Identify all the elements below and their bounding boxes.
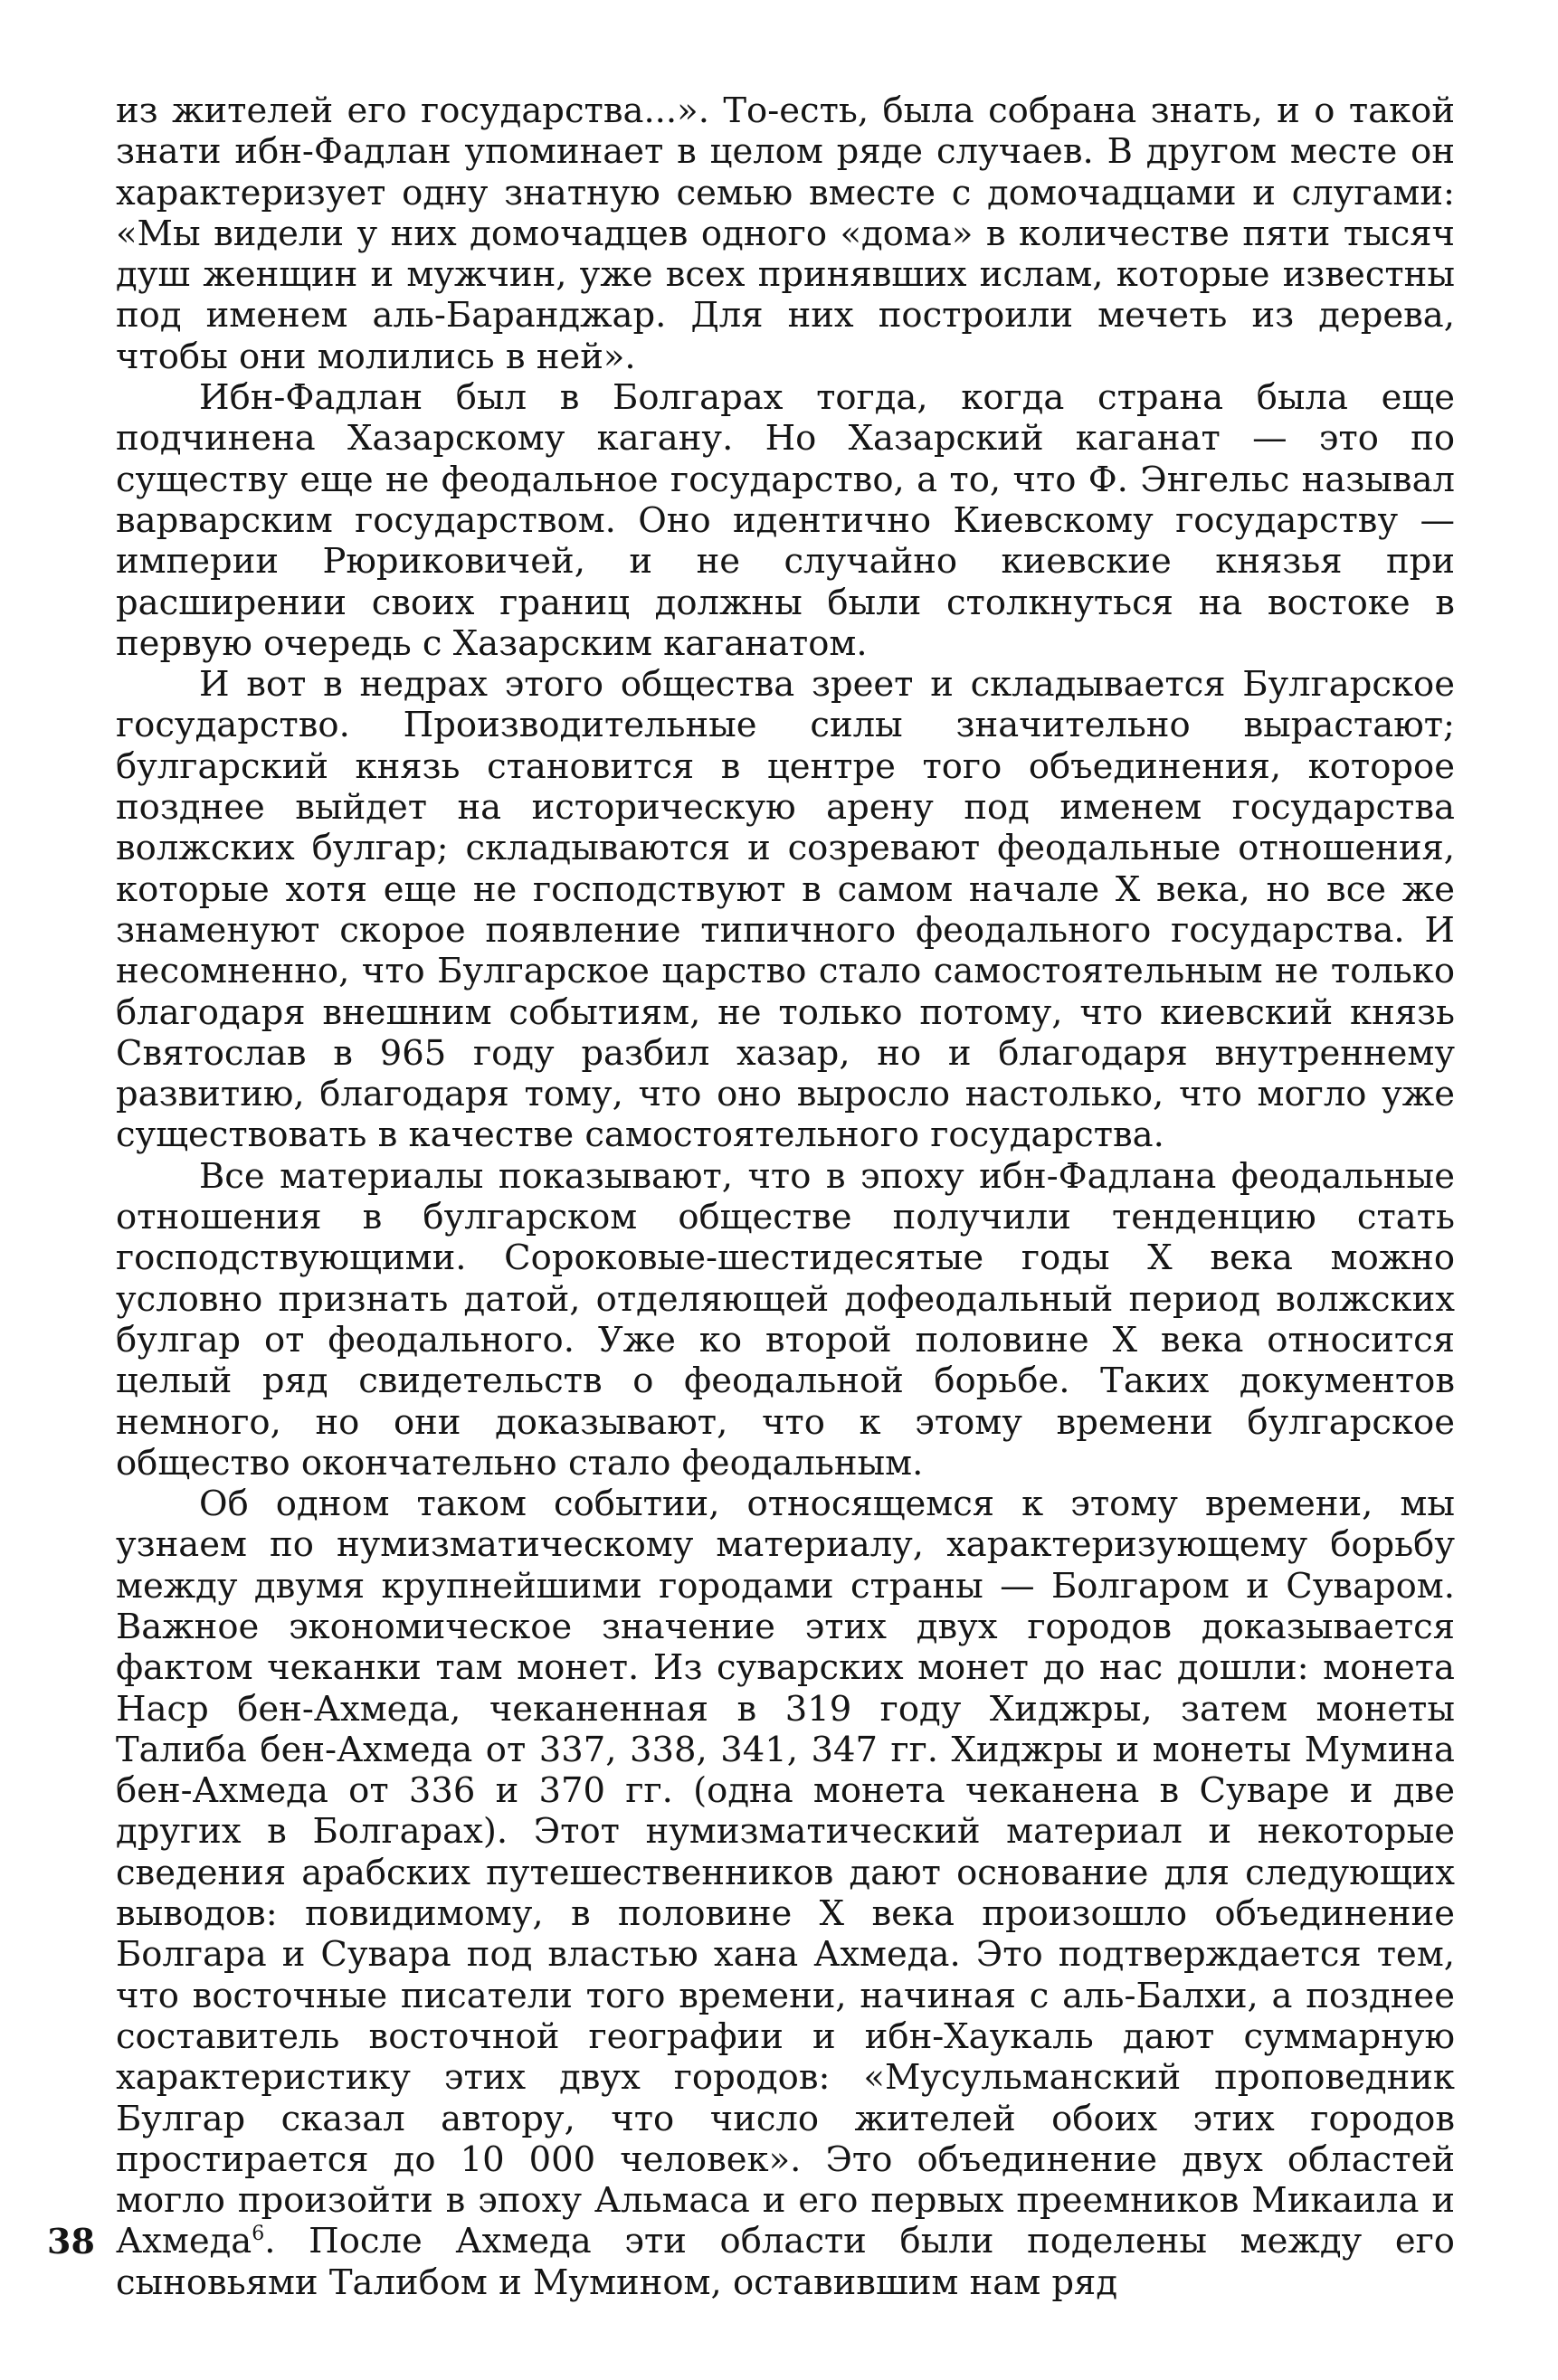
paragraph-1: из жителей его государства...». То-есть, была собрана знать, и о такой знати ибн-Фадлан упоминает в целом ряде случаев. В другом месте он характеризует одну знатную семью вместе с домочадцами и слугами: «Мы видели у них домочадцев одного «дома» в количестве пяти тысяч душ женщин и мужчин, уже всех принявших ислам, которые известны под именем аль-Баранджар. Для них построили мечеть из дерева, чтобы они молились в ней».: [116, 90, 1455, 377]
paragraph-5-text: Об одном таком событии, относящемся к этому времени, мы узнаем по нумизматическому материалу, характеризующему борьбу между двумя крупнейшими городами страны — Болгаром и Суваром. Важное экономическое значение этих двух городов доказывается фактом чеканки там монет. Из суварских монет до нас дошли: монета Наср бен-Ахмеда, чеканенная в 319 году Хиджры, затем монеты Талиба бен-Ахмеда от 337, 338, 341, 347 гг. Хиджры и монеты Мумина бен-Ахмеда от 336 и 370 гг. (одна монета чеканена в Суваре и две других в Болгарах). Этот нумизматический материал и некоторые сведения арабских путешественников дают основание для следующих выводов: повидимому, в половине X века произошло объединение Болгара и Сувара под властью хана Ахмеда. Это подтверждается тем, что восточные писатели того времени, начиная с аль-Балхи, а позднее составитель восточной географии и ибн-Хаукаль дают суммарную характеристику этих двух городов: «Мусульманский проповедник Булгар сказал автору, что число жителей обоих этих городов простирается до 10 000 человек». Это объединение двух областей могло произойти в эпоху Альмаса и его первых преемников Микаила и Ахмеда: [116, 1484, 1455, 2262]
page-number: 38: [47, 2221, 95, 2261]
paragraph-4: Все материалы показывают, что в эпоху ибн-Фадлана феодальные отношения в булгарском обществе получили тенденцию стать господствующими. Сороковые-шестидесятые годы X века можно условно признать датой, отделяющей дофеодальный период волжских булгар от феодального. Уже ко второй половине X века относится целый ряд свидетельств о феодальной борьбе. Таких документов немного, но они доказывают, что к этому времени булгарское общество окончательно стало феодальным.: [116, 1155, 1455, 1484]
paragraph-5-continuation: . После Ахмеда эти области были поделены между его сыновьями Талибом и Мумином, оставившим нам ряд: [116, 2221, 1455, 2303]
page-body: [116, 90, 1455, 2303]
paragraph-3: И вот в недрах этого общества зреет и складывается Булгарское государство. Производительные силы значительно вырастают; булгарский князь становится в центре того объединения, которое позднее выйдет на историческую арену под именем государства волжских булгар; складываются и созревают феодальные отношения, которые хотя еще не господствуют в самом начале X века, но все же знаменуют скорое появление типичного феодального государства. И несомненно, что Булгарское царство стало самостоятельным не только благодаря внешним событиям, не только потому, что киевский князь Святослав в 965 году разбил хазар, но и благодаря внутреннему развитию, благодаря тому, что оно выросло настолько, что могло уже существовать в качестве самостоятельного государства.: [116, 664, 1455, 1156]
paragraph-2: Ибн-Фадлан был в Болгарах тогда, когда страна была еще подчинена Хазарскому кагану. Но Хазарский каганат — это по существу еще не феодальное государство, а то, что Ф. Энгельс называл варварским государством. Оно идентично Киевскому государству — империи Рюриковичей, и не случайно киевские князья при расширении своих границ должны были столкнуться на востоке в первую очередь с Хазарским каганатом.: [116, 377, 1455, 664]
footnote-marker: 6: [252, 2223, 265, 2246]
paragraph-5: [116, 1484, 1455, 2303]
